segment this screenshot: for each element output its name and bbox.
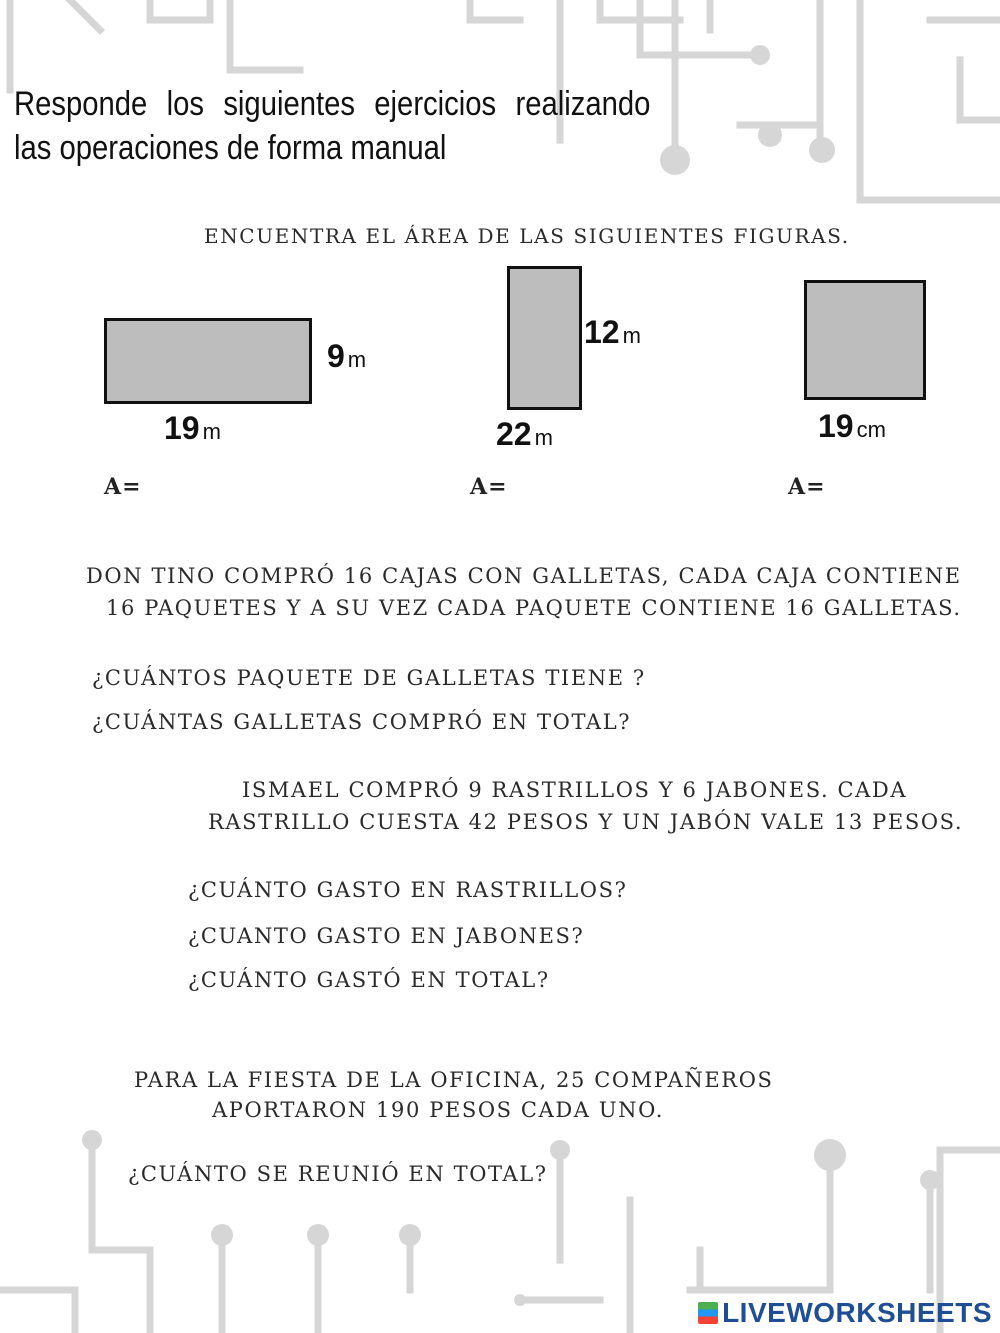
rectangle-figure-2 [507, 266, 582, 410]
figure-1-width-unit: m [202, 419, 221, 444]
figure-3-side-value: 19 [818, 408, 854, 444]
problem-3-line-2: APORTARON 190 PESOS CADA UNO. [212, 1098, 664, 1122]
liveworksheets-logo[interactable] [698, 1297, 992, 1329]
problem-3-question-1: ¿CUÁNTO SE REUNIÓ EN TOTAL? [128, 1162, 548, 1186]
figure-1-width-value: 19 [164, 410, 200, 446]
figure-3-answer-label: A= [788, 474, 826, 500]
figure-1-answer-label: A= [104, 474, 142, 500]
live-badge-icon [698, 1302, 718, 1324]
intro-instruction: Responde los siguientes ejercicios realizando las operaciones de forma manual [14, 85, 651, 167]
figure-3-side-unit: cm [856, 417, 886, 442]
figure-3-side-label [818, 408, 886, 445]
square-figure-3 [804, 280, 926, 400]
figure-1-height-label [327, 338, 366, 375]
figure-2-width-label [496, 416, 553, 453]
problem-1-question-1: ¿CUÁNTOS PAQUETE DE GALLETAS TIENE ? [92, 666, 646, 690]
problem-2-line-2: RASTRILLO CUESTA 42 PESOS Y UN JABÓN VALE 13 PESOS. [208, 810, 964, 834]
problem-1-line-1: DON TINO COMPRÓ 16 CAJAS CON GALLETAS, CADA CAJA CONTIENE [86, 564, 962, 588]
problem-2-question-2: ¿CUANTO GASTO EN JABONES? [188, 924, 585, 948]
liveworksheets-text: LIVEWORKSHEETS [722, 1297, 992, 1328]
problem-1-question-2: ¿CUÁNTAS GALLETAS COMPRÓ EN TOTAL? [92, 710, 632, 734]
figure-2-answer-label: A= [470, 474, 508, 500]
figure-2-width-unit: m [534, 425, 553, 450]
figure-2-height-unit: m [622, 323, 641, 348]
problem-2-question-3: ¿CUÁNTO GASTÓ EN TOTAL? [188, 968, 550, 992]
problem-1-line-2: 16 PAQUETES Y A SU VEZ CADA PAQUETE CONTIENE 16 GALLETAS. [106, 596, 962, 620]
figure-2-width-value: 22 [496, 416, 532, 452]
problem-2-question-1: ¿CUÁNTO GASTO EN RASTRILLOS? [188, 878, 628, 902]
section-title: ENCUENTRA EL ÁREA DE LAS SIGUIENTES FIGURAS. [204, 224, 850, 248]
figure-2-height-value: 12 [584, 314, 620, 350]
rectangle-figure-1 [104, 318, 312, 404]
problem-3-line-1: PARA LA FIESTA DE LA OFICINA, 25 COMPAÑEROS [134, 1068, 774, 1092]
figure-2-height-label [584, 314, 641, 351]
figure-1-height-unit: m [347, 347, 367, 372]
figure-1-height-value: 9 [327, 338, 345, 374]
problem-2-line-1: ISMAEL COMPRÓ 9 RASTRILLOS Y 6 JABONES. CADA [242, 778, 908, 802]
figure-1-width-label [164, 410, 221, 447]
